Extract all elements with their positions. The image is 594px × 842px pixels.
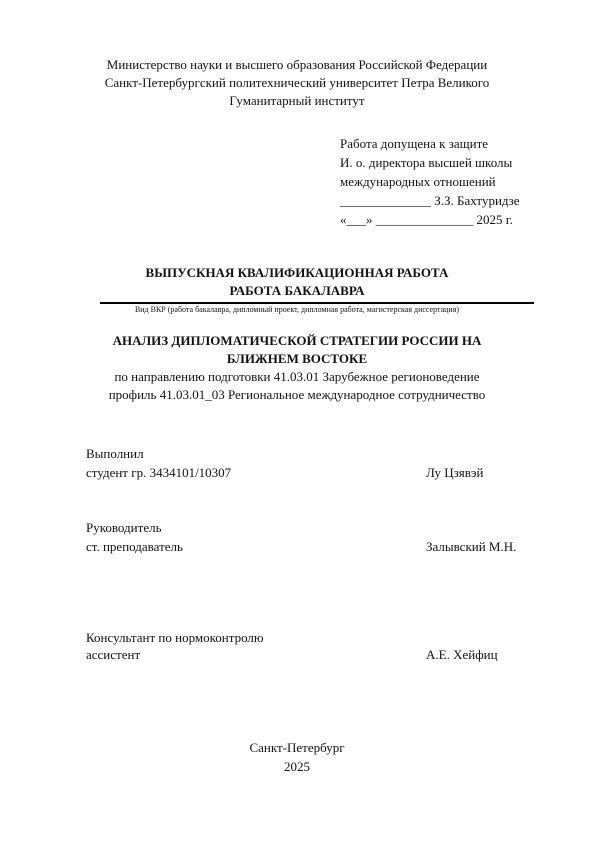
supervisor-name: Залывский М.Н.	[426, 539, 517, 554]
supervisor-position: ст. преподаватель	[86, 539, 183, 554]
work-type-line2: РАБОТА БАКАЛАВРА	[229, 283, 365, 298]
direction-line: по направлению подготовки 41.03.01 Зарубежное регионоведение	[114, 369, 480, 384]
work-type-caption: Вид ВКР (работа бакалавра, дипломный проект, дипломная работа, магистерская диссертация)	[134, 305, 460, 314]
supervisor-row	[86, 537, 526, 556]
consultant-signature-block	[86, 628, 526, 664]
profile-line: профиль 41.03.01_03 Региональное международное сотрудничество	[108, 387, 486, 402]
work-type-title	[0, 264, 594, 300]
title-divider	[100, 302, 534, 304]
supervisor-role: Руководитель	[86, 520, 162, 535]
ministry-name: Министерство науки и высшего образования Российской Федерации	[106, 57, 488, 72]
consultant-row	[86, 645, 526, 664]
university-name: Санкт-Петербургский политехнический университет Петра Великого	[104, 75, 490, 90]
approval-line: Работа допущена к защите	[340, 136, 489, 151]
author-row	[86, 463, 526, 482]
supervisor-signature-block	[86, 518, 526, 556]
author-position: студент гр. 3434101/10307	[86, 465, 232, 480]
thesis-topic	[0, 332, 594, 368]
institution-header	[0, 56, 594, 110]
consultant-role: Консультант по нормоконтролю	[86, 630, 264, 645]
author-signature-block	[86, 444, 526, 482]
author-role: Выполнил	[86, 446, 144, 461]
approval-line: И. о. директора высшей школы	[340, 155, 513, 170]
topic-line2: БЛИЖНЕМ ВОСТОКЕ	[226, 351, 368, 366]
place-and-year	[0, 738, 594, 776]
topic-line1: АНАЛИЗ ДИПЛОМАТИЧЕСКОЙ СТРАТЕГИИ РОССИИ НА	[112, 333, 482, 348]
city: Санкт-Петербург	[249, 740, 345, 755]
approval-signature-line: ______________ З.З. Бахтуридзе	[340, 193, 520, 208]
approval-line: международных отношений	[340, 174, 496, 189]
approval-date-line: «___» _______________ 2025 г.	[340, 212, 513, 227]
study-direction	[0, 368, 594, 404]
approval-block	[340, 134, 520, 229]
work-type-line1: ВЫПУСКНАЯ КВАЛИФИКАЦИОННАЯ РАБОТА	[145, 265, 449, 280]
consultant-position: ассистент	[86, 647, 141, 662]
author-name: Лу Цзявэй	[426, 465, 484, 480]
year: 2025	[284, 759, 310, 774]
institute-name: Гуманитарный институт	[229, 93, 365, 108]
consultant-name: А.Е. Хейфиц	[426, 647, 498, 662]
